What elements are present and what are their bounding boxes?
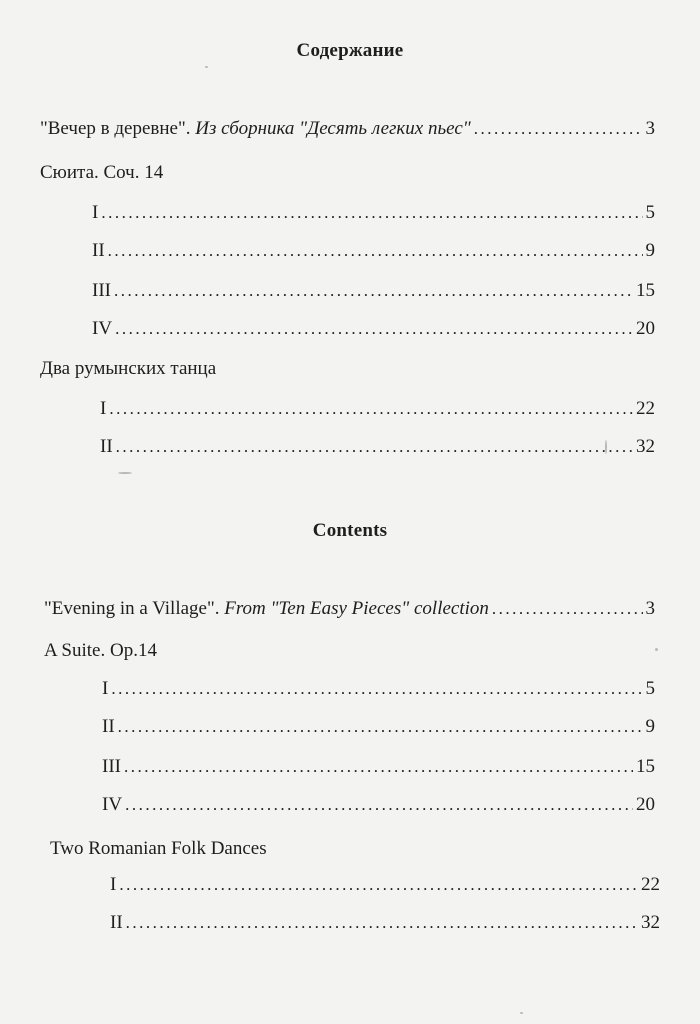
suite-title-en: A Suite. Op.14 [44,640,157,661]
scan-speck [655,648,658,651]
page-number: 22 [641,874,660,895]
page-number: 3 [645,598,655,619]
english-heading: Contents [312,520,388,541]
toc-entry-suite-4-en [102,794,655,816]
suite-title: Сюита. Соч. 14 [40,162,164,183]
leader-dots [492,599,643,619]
toc-entry-suite-1 [92,202,655,224]
toc-entry-dance-2 [100,436,655,458]
russian-heading: Содержание [296,40,404,61]
leader-dots [116,437,633,457]
toc-entry-suite-2 [92,240,655,262]
page-number: 32 [636,436,655,457]
leader-dots [108,241,643,261]
page-number: 20 [636,794,655,815]
page-number: 32 [641,912,660,933]
leader-dots [101,203,642,223]
leader-dots [126,913,638,933]
movement-label: I [100,398,107,419]
movement-label: III [102,756,121,777]
leader-dots [114,281,633,301]
entry-collection: Из сборника "Десять легких пьес" [195,118,471,139]
page-number: 9 [645,716,655,737]
leader-dots [111,679,642,699]
page-number: 20 [636,318,655,339]
movement-label: I [92,202,99,223]
scan-speck [118,472,132,474]
movement-label: IV [92,318,113,339]
toc-entry-evening-en [44,598,655,620]
toc-entry-dance-1-en [110,874,660,896]
scan-speck [605,440,607,454]
page-number: 5 [645,202,655,223]
movement-label: IV [102,794,123,815]
leader-dots [115,319,633,339]
toc-entry-suite-1-en [102,678,655,700]
movement-label: II [102,716,115,737]
toc-entry-suite-4 [92,318,655,340]
page-number: 22 [636,398,655,419]
toc-entry-suite-2-en [102,716,655,738]
page-number: 15 [636,280,655,301]
entry-title: "Evening in a Village". [44,598,220,619]
movement-label: I [102,678,109,699]
page-number: 15 [636,756,655,777]
leader-dots [125,795,633,815]
leader-dots [119,875,638,895]
movement-label: III [92,280,111,301]
page-number: 5 [645,678,655,699]
toc-entry-dance-1 [100,398,655,420]
dances-title-en: Two Romanian Folk Dances [50,838,267,859]
movement-label: II [92,240,105,261]
leader-dots [474,119,643,139]
leader-dots [124,757,633,777]
scan-speck [520,1012,523,1014]
entry-title: "Вечер в деревне". [40,118,191,139]
movement-label: II [110,912,123,933]
movement-label: II [100,436,113,457]
entry-collection-suffix: collection [413,598,489,619]
page-number: 9 [645,240,655,261]
page-number: 3 [645,118,655,139]
entry-collection: From "Ten Easy Pieces" [224,598,410,619]
movement-label: I [110,874,117,895]
toc-entry-suite-3-en [102,756,655,778]
toc-entry-evening [40,118,655,140]
leader-dots [118,717,643,737]
leader-dots [109,399,633,419]
dances-title: Два румынских танца [40,358,217,379]
toc-entry-suite-3 [92,280,655,302]
toc-entry-dance-2-en [110,912,660,934]
scan-speck [205,66,208,68]
